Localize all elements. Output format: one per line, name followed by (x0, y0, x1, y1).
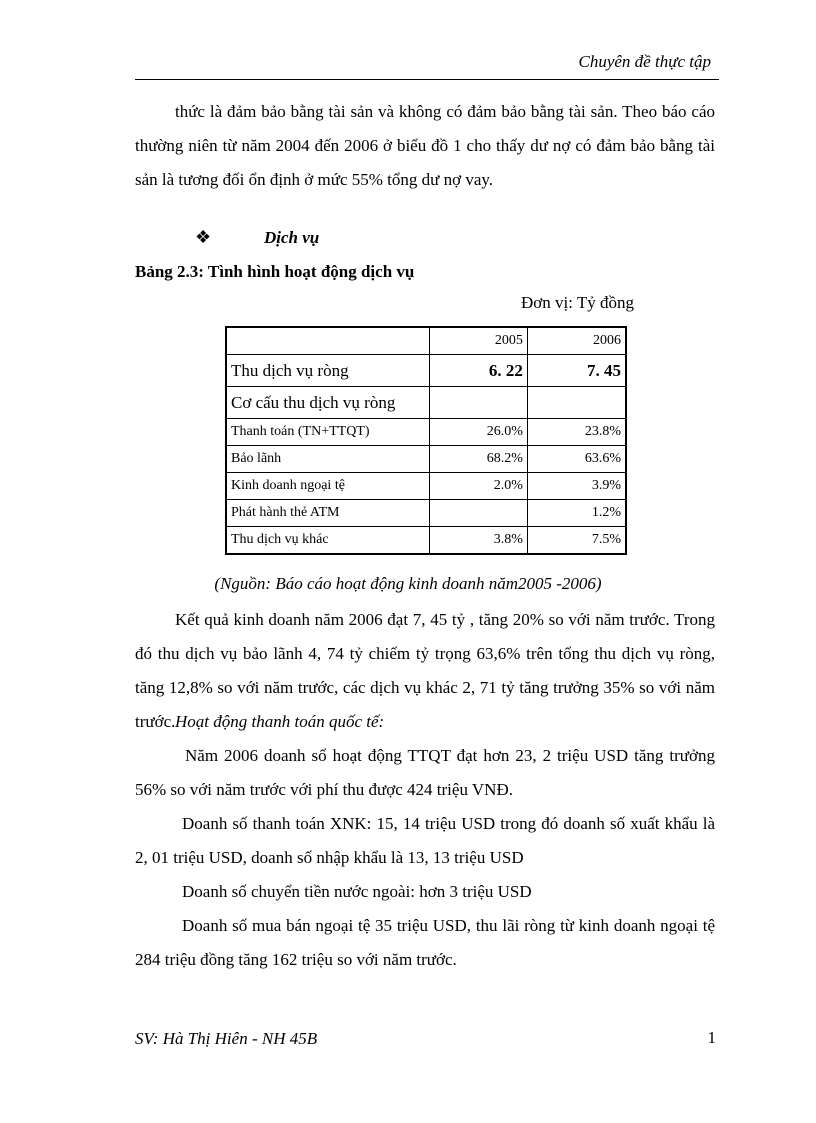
diamond-bullet-icon: ❖ (195, 227, 212, 247)
header-year-2005: 2005 (429, 327, 527, 355)
value-2005: 6. 22 (429, 355, 527, 387)
service-table (225, 326, 627, 555)
page-number: 1 (707, 1028, 716, 1047)
header-rule (135, 79, 719, 80)
intro-text: thức là đảm bảo bằng tài sản và không có đảm bảo bằng tài sản. Theo báo cáo thường niên từ năm 2004 đến 2006 ở biểu đồ 1 cho thấy dư nợ có đảm bảo bằng tài sản là tương đối ổn định ở mức 55% tổng dư nợ vay. (135, 102, 715, 189)
value-2005 (429, 387, 527, 419)
table-row (226, 355, 626, 387)
header-year-2006: 2006 (527, 327, 626, 355)
table-row (226, 500, 626, 527)
row-label: Cơ cấu thu dịch vụ ròng (226, 387, 429, 419)
value-2005: 3.8% (429, 527, 527, 555)
result-paragraph: Kết quả kinh doanh năm 2006 đạt 7, 45 tỷ , tăng 20% so với năm trước. Trong đó thu dịch vụ bảo lãnh 4, 74 tỷ chiếm tỷ trọng 63,6% trên tổng thu dịch vụ ròng, tăng 12,8% so với năm trước, các dịch vụ khác 2, 71 tỷ tăng trưởng 35% so với năm trước. (135, 610, 715, 731)
table-header-row (226, 327, 626, 355)
row-label: Thu dịch vụ khác (226, 527, 429, 555)
table-unit: Đơn vị: Tỷ đồng (520, 293, 634, 312)
table-row (226, 419, 626, 446)
value-2006: 7. 45 (527, 355, 626, 387)
table-source: (Nguồn: Báo cáo hoạt động kinh doanh năm2005 -2006) (214, 574, 602, 593)
row-label: Thu dịch vụ ròng (226, 355, 429, 387)
intl-paragraph: Doanh số thanh toán XNK: 15, 14 triệu USD trong đó doanh số xuất khẩu là 2, 01 triệu USD, doanh số nhập khẩu là 13, 13 triệu USD (135, 814, 715, 867)
value-2005: 2.0% (429, 473, 527, 500)
row-label: Thanh toán (TN+TTQT) (226, 419, 429, 446)
value-2006: 23.8% (527, 419, 626, 446)
section-title: Dịch vụ (264, 228, 320, 247)
table-row (226, 387, 626, 419)
table-row (226, 527, 626, 555)
value-2005: 26.0% (429, 419, 527, 446)
table-row (226, 473, 626, 500)
intl-heading: Hoạt động thanh toán quốc tế: (175, 712, 385, 731)
value-2006 (527, 387, 626, 419)
table-title: Bảng 2.3: Tình hình hoạt động dịch vụ (135, 262, 415, 281)
value-2006: 3.9% (527, 473, 626, 500)
value-2006: 63.6% (527, 446, 626, 473)
row-label: Bảo lãnh (226, 446, 429, 473)
row-label: Phát hành thẻ ATM (226, 500, 429, 527)
intl-paragraph: Doanh số chuyển tiền nước ngoài: hơn 3 triệu USD (182, 882, 532, 901)
intro-paragraph (135, 95, 715, 197)
header-title: Chuyên đề thực tập (578, 52, 711, 71)
value-2005 (429, 500, 527, 527)
intl-paragraph: Doanh số mua bán ngoại tệ 35 triệu USD, thu lãi ròng từ kinh doanh ngoại tệ 284 triệu đồng tăng 162 triệu so với năm trước. (135, 916, 715, 969)
value-2005: 68.2% (429, 446, 527, 473)
value-2006: 1.2% (527, 500, 626, 527)
header-label-cell (226, 327, 429, 355)
row-label: Kinh doanh ngoại tệ (226, 473, 429, 500)
intl-paragraph: Năm 2006 doanh số hoạt động TTQT đạt hơn 23, 2 triệu USD tăng trưởng 56% so với năm trước với phí thu được 424 triệu VNĐ. (135, 746, 715, 799)
footer-student: SV: Hà Thị Hiên - NH 45B (135, 1029, 318, 1048)
value-2006: 7.5% (527, 527, 626, 555)
table-row (226, 446, 626, 473)
